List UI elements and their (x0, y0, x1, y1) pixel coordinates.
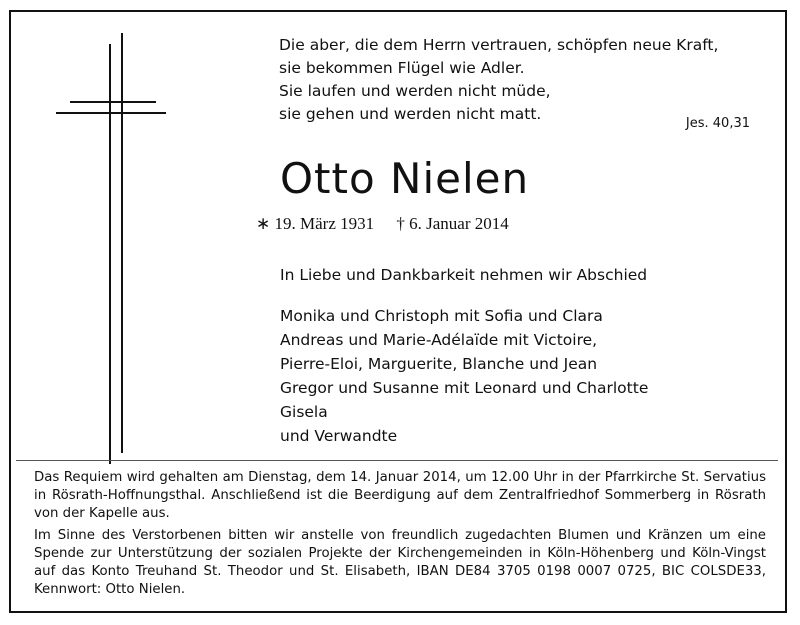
list-item: und Verwandte (280, 427, 398, 445)
mourners-list (280, 304, 648, 448)
deceased-name: Otto Nielen (280, 154, 530, 203)
cross-horizontal-bar (56, 112, 166, 114)
verse-line: Sie laufen und werden nicht müde, (279, 82, 551, 100)
divider (16, 460, 778, 461)
verse-line: sie bekommen Flügel wie Adler. (279, 59, 525, 77)
verse-line: sie gehen und werden nicht matt. (279, 105, 542, 123)
life-dates (256, 214, 509, 234)
cross-vertical-bar (121, 33, 123, 453)
donation-notice: Im Sinne des Verstorbenen bitten wir anstelle von freundlich zugedachten Blumen und Kränzen um eine Spende zur Unterstützung der sozialen Projekte der Kirchengemeinden in Köln-Höhenberg und Köln-Vingst auf das Konto Treuhand St. Theodor und St. Elisabeth, IBAN DE84 3705 0198 0007 0725, BIC COLSDE33, Kennwort: Otto Nielen. (34, 528, 766, 597)
cross-horizontal-bar (70, 101, 156, 103)
list-item: Gregor und Susanne mit Leonard und Charlotte (280, 379, 649, 397)
requiem-notice: Das Requiem wird gehalten am Dienstag, dem 14. Januar 2014, um 12.00 Uhr in der Pfarrkirche St. Servatius in Rösrath-Hoffnungsthal. Anschließend ist die Beerdigung auf dem Zentralfriedhof Sommerberg in Rösrath von der Kapelle aus. (34, 470, 766, 521)
cross-vertical-bar (109, 44, 111, 464)
list-item: Andreas und Marie-Adélaïde mit Victoire, (280, 331, 598, 349)
death-date: † 6. Januar 2014 (396, 214, 509, 233)
verse-line: Die aber, die dem Herrn vertrauen, schöpfen neue Kraft, (279, 36, 719, 54)
bible-verse (279, 34, 718, 126)
list-item: Monika und Christoph mit Sofia und Clara (280, 307, 603, 325)
verse-reference: Jes. 40,31 (685, 116, 750, 131)
farewell-text: In Liebe und Dankbarkeit nehmen wir Abschied (280, 266, 648, 284)
list-item: Pierre-Eloi, Marguerite, Blanche und Jean (280, 355, 598, 373)
list-item: Gisela (280, 403, 328, 421)
birth-date: ∗ 19. März 1931 (256, 214, 375, 233)
